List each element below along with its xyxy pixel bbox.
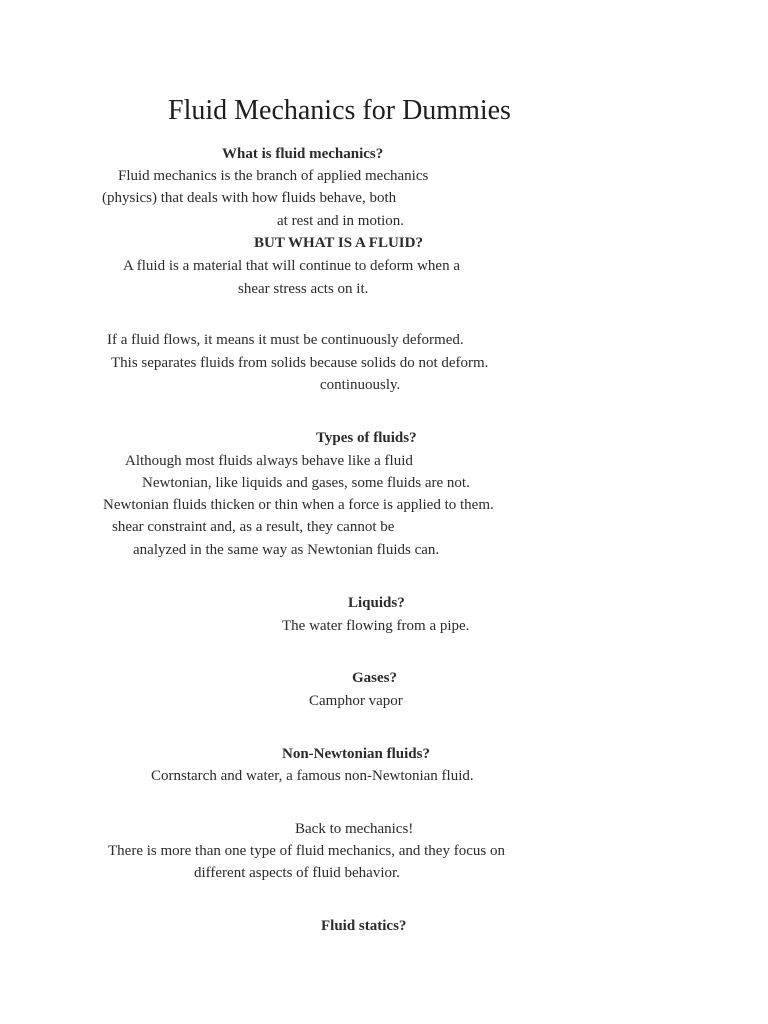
text-line: shear stress acts on it. (238, 281, 369, 297)
section-heading-non-newtonian: Non-Newtonian fluids? (282, 746, 430, 762)
section-heading-types: Types of fluids? (316, 430, 417, 446)
section-heading-liquids: Liquids? (348, 595, 405, 611)
text-line: continuously. (320, 377, 401, 393)
text-line: The water flowing from a pipe. (282, 618, 470, 634)
page-title: Fluid Mechanics for Dummies (168, 95, 511, 126)
text-line: at rest and in motion. (277, 213, 405, 229)
section-heading-what-is-fluid: BUT WHAT IS A FLUID? (254, 235, 423, 251)
text-line: There is more than one type of fluid mechanics, and they focus on (108, 843, 505, 859)
text-line: If a fluid flows, it means it must be continuously deformed. (107, 332, 464, 348)
text-line: Newtonian, like liquids and gases, some fluids are not. (142, 475, 470, 491)
text-line: (physics) that deals with how fluids behave, both (102, 190, 397, 206)
text-line: Cornstarch and water, a famous non-Newtonian fluid. (151, 768, 474, 784)
section-heading-gases: Gases? (352, 670, 397, 686)
section-heading-back: Back to mechanics! (295, 821, 414, 837)
text-line: A fluid is a material that will continue to deform when a (123, 258, 460, 274)
text-line: shear constraint and, as a result, they cannot be (112, 519, 395, 535)
text-line: This separates fluids from solids because solids do not deform. (111, 355, 489, 371)
section-heading-fluid-statics: Fluid statics? (321, 918, 407, 934)
text-line: Camphor vapor (309, 693, 403, 709)
section-heading-what-is: What is fluid mechanics? (222, 146, 384, 162)
text-line: Although most fluids always behave like a fluid (125, 453, 413, 469)
text-line: Newtonian fluids thicken or thin when a force is applied to them. (103, 497, 494, 513)
text-line: analyzed in the same way as Newtonian fluids can. (133, 542, 440, 558)
text-line: Fluid mechanics is the branch of applied mechanics (118, 168, 429, 184)
text-line: different aspects of fluid behavior. (194, 865, 400, 881)
